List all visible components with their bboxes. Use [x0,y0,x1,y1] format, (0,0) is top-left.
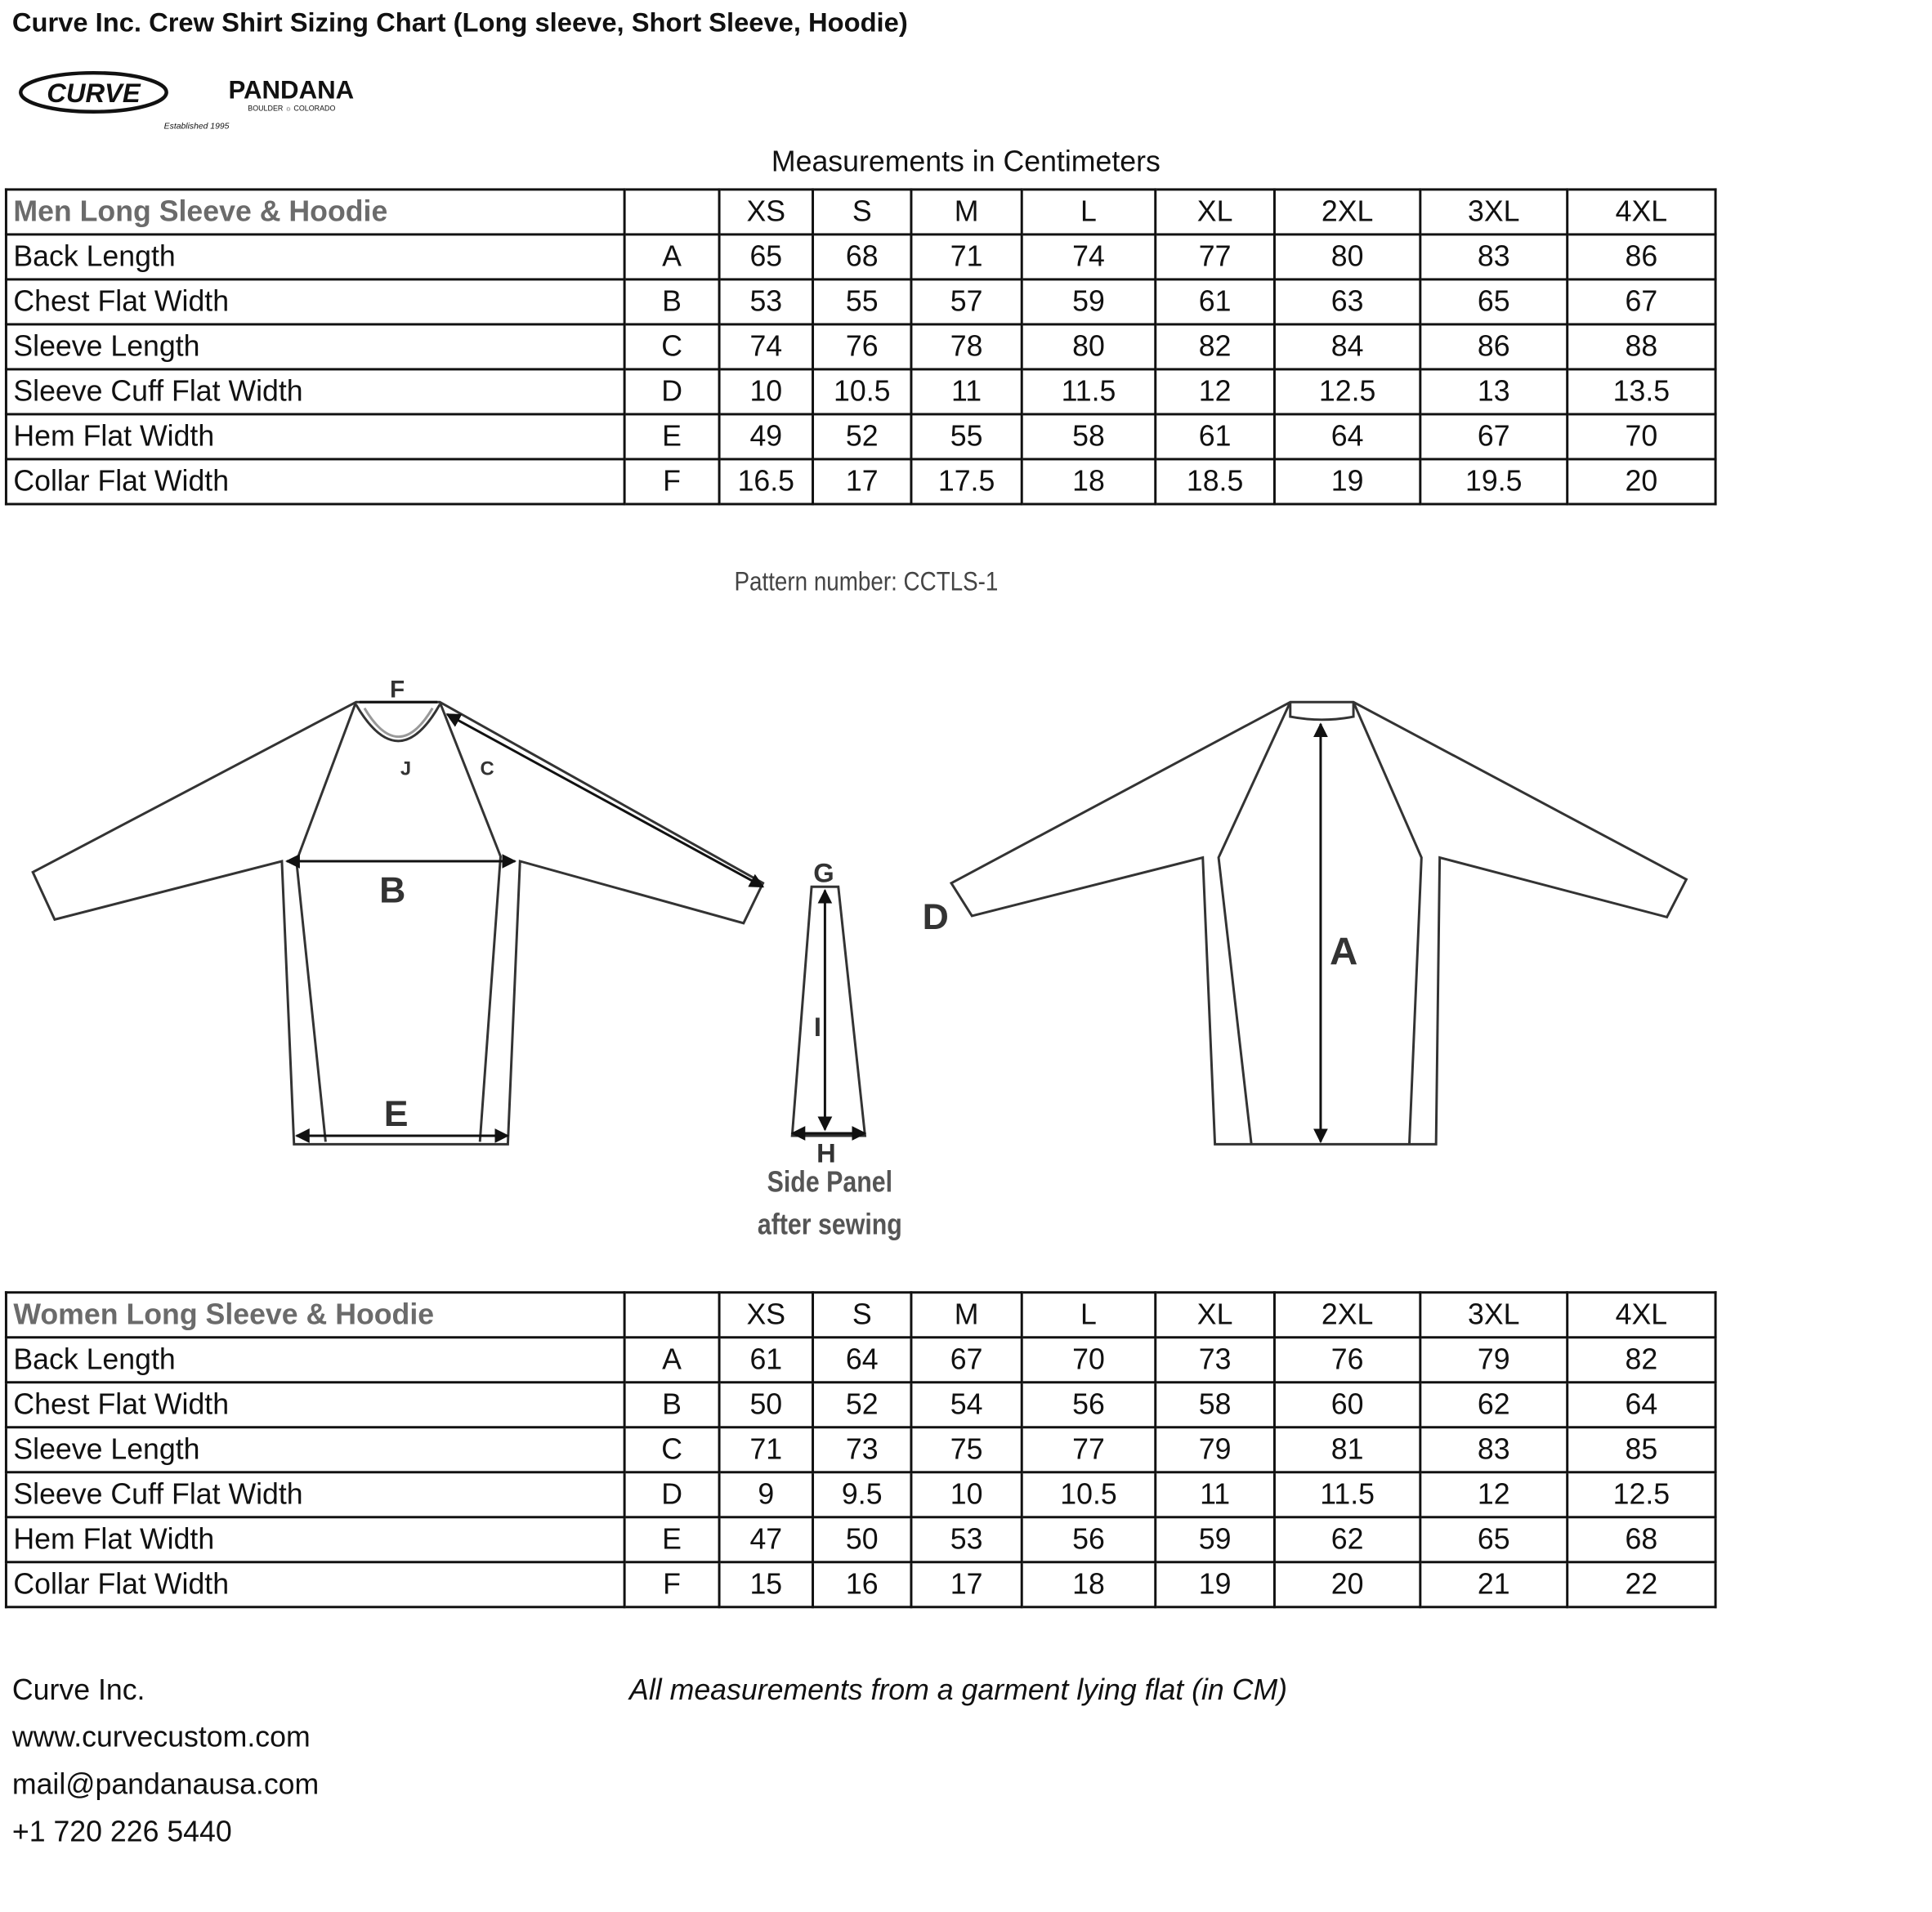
measurement-value: 61 [719,1338,812,1383]
measurement-code: A [624,1338,719,1383]
measurement-value: 12.5 [1568,1472,1715,1517]
measurement-value: 68 [1568,1517,1715,1562]
size-header: 3XL [1420,190,1568,235]
measurement-value: 71 [719,1427,812,1472]
measurement-code: C [624,1427,719,1472]
measurement-value: 56 [1022,1517,1156,1562]
size-header: L [1022,190,1156,235]
measurement-value: 70 [1568,414,1715,459]
code-header [624,190,719,235]
size-header: XL [1156,190,1275,235]
pattern-number: Pattern number: CCTLS-1 [734,565,999,596]
measurement-value: 52 [813,414,911,459]
size-header: XL [1156,1293,1275,1338]
measurement-value: 50 [719,1383,812,1427]
measurement-value: 56 [1022,1383,1156,1427]
size-header: M [911,1293,1022,1338]
measurement-value: 75 [911,1427,1022,1472]
measurement-value: 77 [1022,1427,1156,1472]
measurement-label: Back Length [6,235,624,279]
code-header [624,1293,719,1338]
measurement-value: 65 [1420,279,1568,324]
page-title: Curve Inc. Crew Shirt Sizing Chart (Long sleeve, Short Sleeve, Hoodie) [11,7,908,38]
table-row [6,1383,1715,1427]
measurement-label: Sleeve Length [6,324,624,369]
measurement-value: 19 [1156,1562,1275,1607]
measurement-value: 17.5 [911,459,1022,504]
measurement-value: 76 [1274,1338,1420,1383]
side-panel-outline [792,887,865,1136]
measurement-code: F [624,1562,719,1607]
measurement-value: 78 [911,324,1022,369]
measurement-value: 61 [1156,414,1275,459]
table-row [6,459,1715,504]
table-row [6,235,1715,279]
units-caption: Measurements in Centimeters [771,145,1161,179]
size-header: XS [719,190,812,235]
measurement-value: 11 [911,369,1022,414]
measurement-code: B [624,1383,719,1427]
measurement-value: 83 [1420,1427,1568,1472]
measurement-label: Chest Flat Width [6,279,624,324]
measurement-value: 18.5 [1156,459,1275,504]
measurement-value: 79 [1156,1427,1275,1472]
measurement-code: E [624,414,719,459]
label-j: J [400,757,412,780]
measurement-value: 12 [1156,369,1275,414]
label-i: I [813,1012,822,1043]
measurement-value: 65 [719,235,812,279]
measurement-value: 74 [1022,235,1156,279]
measurement-code: F [624,459,719,504]
measurement-value: 80 [1274,235,1420,279]
measurement-value: 54 [911,1383,1022,1427]
measurement-value: 49 [719,414,812,459]
measurement-value: 12.5 [1274,369,1420,414]
measurement-note: All measurements from a garment lying flat (in CM) [629,1673,1288,1707]
measurement-value: 86 [1568,235,1715,279]
measurement-value: 58 [1156,1383,1275,1427]
measurement-value: 58 [1022,414,1156,459]
measurement-value: 13 [1420,369,1568,414]
footer-email[interactable]: mail@pandanausa.com [11,1768,320,1802]
measurement-value: 67 [911,1338,1022,1383]
measurement-label: Chest Flat Width [6,1383,624,1427]
measurement-value: 12 [1420,1472,1568,1517]
measurement-label: Hem Flat Width [6,414,624,459]
measurement-value: 55 [813,279,911,324]
measurement-value: 82 [1568,1338,1715,1383]
measurement-label: Collar Flat Width [6,459,624,504]
measurement-value: 73 [813,1427,911,1472]
size-header: 4XL [1568,190,1715,235]
front-measure-arrows [287,702,763,1136]
measurement-code: C [624,324,719,369]
measurement-value: 65 [1420,1517,1568,1562]
measurement-value: 86 [1420,324,1568,369]
measurement-code: D [624,1472,719,1517]
measurement-code: A [624,235,719,279]
measurement-value: 10.5 [1022,1472,1156,1517]
measurement-label: Sleeve Cuff Flat Width [6,369,624,414]
measurement-value: 76 [813,324,911,369]
table-row [6,1517,1715,1562]
measurement-label: Sleeve Cuff Flat Width [6,1472,624,1517]
measurement-value: 62 [1274,1517,1420,1562]
measurement-value: 21 [1420,1562,1568,1607]
footer-website[interactable]: www.curvecustom.com [11,1721,311,1754]
measurement-value: 88 [1568,324,1715,369]
measurement-value: 64 [1568,1383,1715,1427]
measurement-value: 10 [911,1472,1022,1517]
measurement-value: 10.5 [813,369,911,414]
svg-text:PANDANA: PANDANA [228,75,355,105]
measurement-value: 9 [719,1472,812,1517]
measurement-value: 15 [719,1562,812,1607]
size-header: 4XL [1568,1293,1715,1338]
measurement-value: 53 [911,1517,1022,1562]
label-b: B [379,870,406,911]
label-e: E [383,1094,409,1135]
measurement-code: E [624,1517,719,1562]
measurement-value: 13.5 [1568,369,1715,414]
men-size-table [5,188,1717,505]
measurement-value: 19.5 [1420,459,1568,504]
table-row [6,369,1715,414]
measurement-value: 67 [1420,414,1568,459]
pandana-logo [228,75,386,117]
measurement-value: 57 [911,279,1022,324]
size-header: S [813,1293,911,1338]
measurement-value: 19 [1274,459,1420,504]
table-row [6,1338,1715,1383]
measurement-value: 17 [911,1562,1022,1607]
size-header: XS [719,1293,812,1338]
measurement-value: 59 [1022,279,1156,324]
label-a: A [1330,930,1358,974]
label-d: D [922,897,949,938]
measurement-value: 55 [911,414,1022,459]
svg-text:CURVE: CURVE [47,77,141,108]
table-row [6,414,1715,459]
svg-text:BOULDER ☼ COLORADO: BOULDER ☼ COLORADO [248,104,336,113]
measurement-value: 71 [911,235,1022,279]
women-size-table [5,1291,1717,1608]
table-row [6,279,1715,324]
back-shirt-outline [951,702,1686,1144]
footer-company: Curve Inc. [11,1673,145,1707]
table-row [6,324,1715,369]
measurement-value: 60 [1274,1383,1420,1427]
measurement-value: 81 [1274,1427,1420,1472]
measurement-value: 74 [719,324,812,369]
measurement-value: 73 [1156,1338,1275,1383]
measurement-value: 77 [1156,235,1275,279]
measurement-value: 11.5 [1274,1472,1420,1517]
table-heading: Men Long Sleeve & Hoodie [6,190,624,235]
side-panel-caption: Side Panel [767,1166,893,1199]
measurement-value: 9.5 [813,1472,911,1517]
measurement-value: 11.5 [1022,369,1156,414]
front-shirt-outline [33,702,763,1144]
measurement-value: 79 [1420,1338,1568,1383]
measurement-value: 63 [1274,279,1420,324]
measurement-code: B [624,279,719,324]
measurement-code: D [624,369,719,414]
measurement-label: Collar Flat Width [6,1562,624,1607]
table-row [6,1562,1715,1607]
measurement-label: Sleeve Length [6,1427,624,1472]
svg-text:Established 1995: Established 1995 [163,122,230,132]
measurement-value: 18 [1022,1562,1156,1607]
label-g: G [813,857,834,888]
measurement-value: 18 [1022,459,1156,504]
size-header: 2XL [1274,1293,1420,1338]
measurement-value: 70 [1022,1338,1156,1383]
label-f: F [390,676,405,704]
measurement-value: 80 [1022,324,1156,369]
label-h: H [816,1137,836,1168]
table-heading: Women Long Sleeve & Hoodie [6,1293,624,1338]
measurement-value: 85 [1568,1427,1715,1472]
size-header: 2XL [1274,190,1420,235]
measurement-value: 84 [1274,324,1420,369]
measurement-value: 20 [1274,1562,1420,1607]
curve-logo [17,70,230,132]
measurement-value: 11 [1156,1472,1275,1517]
table-row [6,1427,1715,1472]
header-row [6,1293,1715,1338]
side-panel-caption-2: after sewing [757,1208,902,1242]
measurement-value: 67 [1568,279,1715,324]
measurement-value: 50 [813,1517,911,1562]
footer-phone: +1 720 226 5440 [11,1816,232,1849]
measurement-value: 16.5 [719,459,812,504]
label-c: C [480,757,494,780]
table-row [6,1472,1715,1517]
measurement-value: 59 [1156,1517,1275,1562]
measurement-label: Hem Flat Width [6,1517,624,1562]
size-header: 3XL [1420,1293,1568,1338]
measurement-value: 17 [813,459,911,504]
measurement-value: 83 [1420,235,1568,279]
measurement-value: 61 [1156,279,1275,324]
measurement-value: 22 [1568,1562,1715,1607]
measurement-value: 16 [813,1562,911,1607]
header-row [6,190,1715,235]
size-header: M [911,190,1022,235]
measurement-value: 53 [719,279,812,324]
measurement-value: 10 [719,369,812,414]
measurement-value: 52 [813,1383,911,1427]
measurement-value: 68 [813,235,911,279]
size-header: L [1022,1293,1156,1338]
measurement-label: Back Length [6,1338,624,1383]
measurement-value: 64 [1274,414,1420,459]
measurement-value: 62 [1420,1383,1568,1427]
measurement-value: 47 [719,1517,812,1562]
measurement-value: 82 [1156,324,1275,369]
measurement-value: 64 [813,1338,911,1383]
size-header: S [813,190,911,235]
measurement-value: 20 [1568,459,1715,504]
